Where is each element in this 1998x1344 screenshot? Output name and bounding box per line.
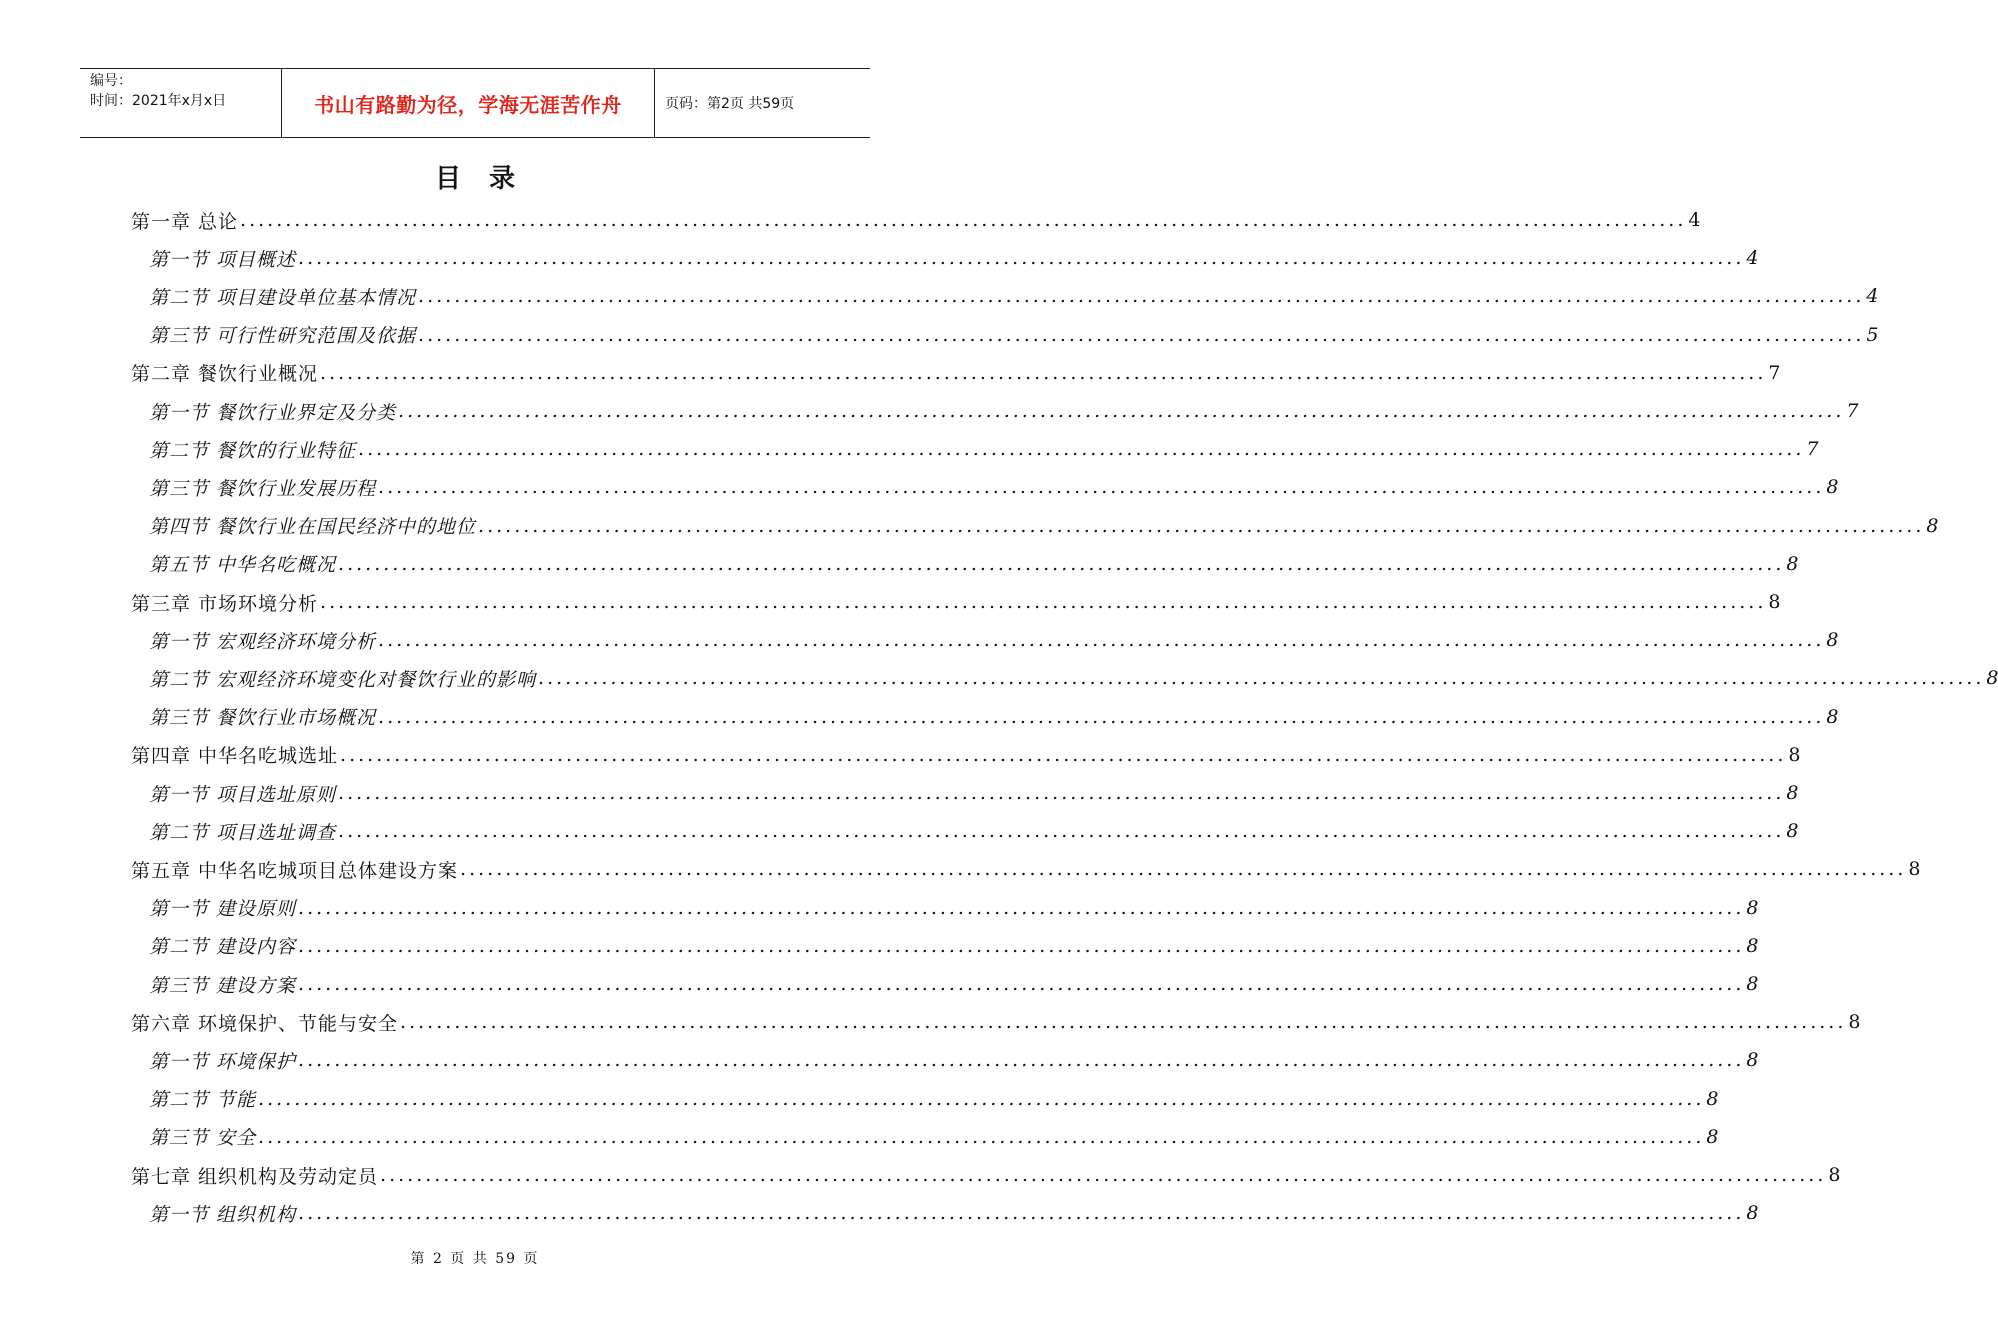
- toc-page-number: 7: [1768, 361, 1781, 384]
- toc-page-number: 4: [1866, 285, 1879, 308]
- toc-dot-leader: ................................................................................................................................................................: [298, 247, 1745, 270]
- toc-entry-label: 第一节 项目选址原则: [149, 783, 337, 806]
- toc-entry-label: 第一节 建设原则: [149, 898, 297, 921]
- toc-chapter-entry[interactable]: [131, 736, 1801, 774]
- toc-dot-leader: ................................................................................................................................................................: [398, 400, 1845, 422]
- toc-dot-leader: ................................................................................................................................................................: [298, 1049, 1745, 1072]
- toc-page-number: 8: [1706, 1087, 1719, 1110]
- toc-page-number: 4: [1688, 209, 1701, 231]
- toc-section-entry[interactable]: [149, 392, 1859, 430]
- toc-page-number: 8: [1746, 934, 1759, 957]
- toc-chapter-entry[interactable]: [131, 850, 1921, 888]
- toc-dot-leader: ................................................................................................................................................................: [298, 934, 1745, 957]
- toc-chapter-entry[interactable]: [131, 1156, 1841, 1194]
- toc-entry-label: 第一节 组织机构: [149, 1203, 297, 1226]
- toc-page-number: 8: [1746, 896, 1759, 919]
- page-footer: 第 2 页 共 59 页: [410, 1251, 540, 1267]
- toc-page-number: 8: [1986, 667, 1998, 690]
- toc-dot-leader: ................................................................................................................................................................: [298, 973, 1745, 995]
- toc-entry-label: 第一节 环境保护: [149, 1050, 297, 1073]
- toc-dot-leader: ................................................................................................................................................................: [338, 820, 1785, 843]
- toc-page-number: 8: [1746, 973, 1759, 995]
- toc-section-entry[interactable]: [149, 698, 1839, 736]
- toc-dot-leader: ................................................................................................................................................................: [298, 1202, 1745, 1225]
- toc-page-number: 8: [1826, 476, 1839, 499]
- toc-dot-leader: ................................................................................................................................................................: [460, 858, 1907, 881]
- toc-page-number: 8: [1786, 782, 1799, 804]
- toc-dot-leader: ................................................................................................................................................................: [378, 476, 1825, 499]
- toc-page-number: 8: [1826, 629, 1839, 652]
- toc-entry-label: 第四章 中华名吃城选址: [131, 745, 339, 768]
- toc-dot-leader: ................................................................................................................................................................: [320, 361, 1767, 384]
- toc-page-number: 7: [1806, 438, 1819, 461]
- toc-dot-leader: ................................................................................................................................................................: [418, 323, 1865, 346]
- toc-entry-label: 第二节 项目选址调查: [149, 821, 337, 844]
- toc-section-entry[interactable]: [149, 774, 1799, 812]
- number-label: 编号：: [90, 73, 132, 89]
- toc-title: 目录: [434, 164, 543, 194]
- toc-dot-leader: ................................................................................................................................................................: [378, 705, 1825, 728]
- toc-dot-leader: ................................................................................................................................................................: [358, 438, 1805, 461]
- toc-entry-label: 第四节 餐饮行业在国民经济中的地位: [149, 516, 477, 539]
- toc-dot-leader: ................................................................................................................................................................: [400, 1011, 1847, 1034]
- toc-dot-leader: ................................................................................................................................................................: [340, 743, 1787, 766]
- toc-section-entry[interactable]: [149, 468, 1839, 506]
- toc-entry-label: 第三节 餐饮行业市场概况: [149, 707, 377, 730]
- toc-entry-label: 第三节 可行性研究范围及依据: [149, 325, 417, 348]
- toc-page-number: 8: [1828, 1164, 1841, 1186]
- toc-page-number: 8: [1746, 1049, 1759, 1072]
- toc-entry-label: 第一章 总论: [131, 210, 239, 233]
- toc-page-number: 8: [1908, 858, 1921, 881]
- toc-page-number: 8: [1826, 705, 1839, 728]
- toc-entry-label: 第三节 建设方案: [149, 974, 297, 997]
- date-label: 时间：2021年x月x日: [90, 93, 227, 109]
- toc-entry-label: 第三章 市场环境分析: [131, 592, 319, 615]
- header-page-info: 页码：第2页 共59页: [665, 96, 795, 112]
- page-header: [80, 68, 870, 138]
- toc-dot-leader: ................................................................................................................................................................: [258, 1125, 1705, 1148]
- toc-entry-label: 第二节 餐饮的行业特征: [149, 439, 357, 462]
- toc-entry-label: 第七章 组织机构及劳动定员: [131, 1165, 379, 1188]
- toc-dot-leader: ................................................................................................................................................................: [338, 782, 1785, 804]
- toc-dot-leader: ................................................................................................................................................................: [378, 629, 1825, 652]
- toc-entry-label: 第五章 中华名吃城项目总体建设方案: [131, 859, 459, 882]
- toc-dot-leader: ................................................................................................................................................................: [538, 667, 1985, 690]
- toc-page-number: 8: [1768, 591, 1781, 613]
- toc-chapter-entry[interactable]: [131, 583, 1781, 621]
- toc-page-number: 8: [1848, 1011, 1861, 1034]
- header-meta: [80, 69, 282, 137]
- toc-dot-leader: ................................................................................................................................................................: [478, 514, 1925, 537]
- toc-entry-label: 第三节 餐饮行业发展历程: [149, 477, 377, 500]
- toc-section-entry[interactable]: [149, 889, 1759, 927]
- toc-dot-leader: ................................................................................................................................................................: [258, 1087, 1705, 1110]
- toc-section-entry[interactable]: [149, 659, 1998, 697]
- toc-dot-leader: ................................................................................................................................................................: [320, 591, 1767, 613]
- toc-page-number: 8: [1788, 743, 1801, 766]
- toc-section-entry[interactable]: [149, 965, 1759, 1003]
- toc-section-entry[interactable]: [149, 1041, 1759, 1079]
- toc-section-entry[interactable]: [149, 507, 1939, 545]
- toc-chapter-entry[interactable]: [131, 1003, 1861, 1041]
- toc-page-number: 8: [1786, 820, 1799, 843]
- toc-page-number: 8: [1786, 552, 1799, 575]
- toc-section-entry[interactable]: [149, 927, 1759, 965]
- toc-dot-leader: ................................................................................................................................................................: [338, 552, 1785, 575]
- toc-page-number: 7: [1846, 400, 1859, 422]
- toc-chapter-entry[interactable]: [131, 201, 1701, 239]
- toc-dot-leader: ................................................................................................................................................................: [298, 896, 1745, 919]
- toc-page-number: 8: [1746, 1202, 1759, 1225]
- toc-section-entry[interactable]: [149, 1118, 1719, 1156]
- toc-section-entry[interactable]: [149, 1080, 1719, 1118]
- toc-entry-label: 第一节 餐饮行业界定及分类: [149, 401, 397, 424]
- toc-dot-leader: ................................................................................................................................................................: [380, 1164, 1827, 1186]
- toc-entry-label: 第六章 环境保护、节能与安全: [131, 1012, 399, 1035]
- toc-section-entry[interactable]: [149, 239, 1759, 277]
- header-motto: 书山有路勤为径，学海无涯苦作舟: [282, 69, 655, 137]
- toc-page-number: 8: [1926, 514, 1939, 537]
- toc-section-entry[interactable]: [149, 316, 1879, 354]
- toc-entry-label: 第二节 宏观经济环境变化对餐饮行业的影响: [149, 668, 537, 691]
- toc-section-entry[interactable]: [149, 812, 1799, 850]
- toc-entry-label: 第三节 安全: [149, 1127, 257, 1150]
- toc-chapter-entry[interactable]: [131, 354, 1781, 392]
- toc-page-number: 8: [1706, 1125, 1719, 1148]
- toc-entry-label: 第二节 节能: [149, 1089, 257, 1112]
- toc-dot-leader: ................................................................................................................................................................: [418, 285, 1865, 308]
- toc-page-number: 4: [1746, 247, 1759, 270]
- toc-entry-label: 第五节 中华名吃概况: [149, 554, 337, 577]
- toc-entry-label: 第二节 项目建设单位基本情况: [149, 286, 417, 309]
- toc-section-entry[interactable]: [149, 621, 1839, 659]
- toc-entry-label: 第二章 餐饮行业概况: [131, 363, 319, 386]
- toc-entry-label: 第二节 建设内容: [149, 936, 297, 959]
- toc-entry-label: 第一节 宏观经济环境分析: [149, 630, 377, 653]
- toc-section-entry[interactable]: [149, 277, 1879, 315]
- toc-dot-leader: ................................................................................................................................................................: [240, 209, 1687, 231]
- toc-section-entry[interactable]: [149, 545, 1799, 583]
- toc-entry-label: 第一节 项目概述: [149, 248, 297, 271]
- toc-page-number: 5: [1866, 323, 1879, 346]
- toc-section-entry[interactable]: [149, 1194, 1759, 1232]
- toc-section-entry[interactable]: [149, 430, 1819, 468]
